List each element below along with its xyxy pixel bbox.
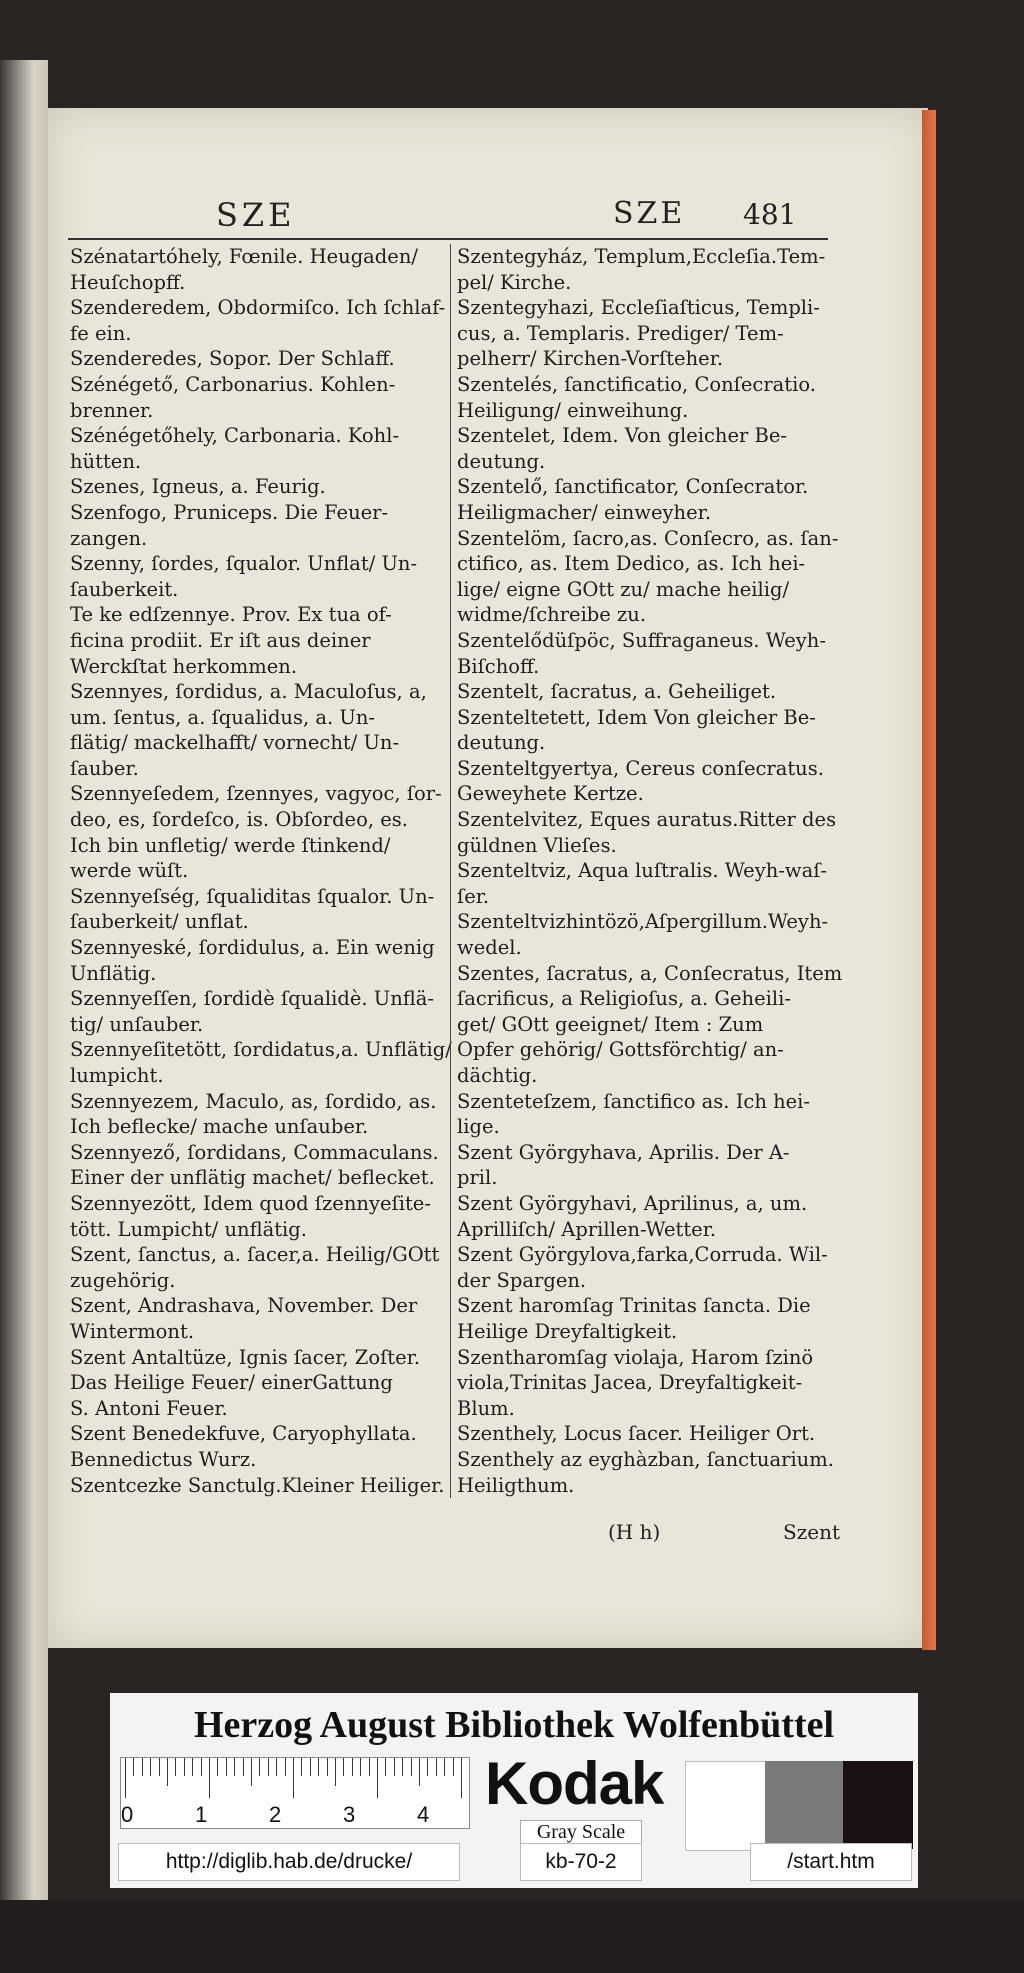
text-line: Szénégetőhely, Carbonaria. Kohl-: [70, 424, 400, 448]
text-line: Szennyeſedem, ſzennyes, vagyoc, ſor-: [70, 782, 442, 806]
url-middle: kb-70-2: [520, 1843, 642, 1881]
text-line: widme/ſchreibe zu.: [457, 603, 647, 627]
ruler-tick: [276, 1758, 277, 1776]
text-line: Szenny, ſordes, ſqualor. Unflat/ Un-: [70, 552, 418, 576]
ruler-tick: [226, 1758, 227, 1776]
ruler-tick: [394, 1758, 395, 1776]
text-line: Szenthely az eyghàzban, ſanctuarium.: [457, 1447, 834, 1471]
text-line: Szenteltviz, Aqua luſtralis. Weyh-waſ-: [457, 859, 828, 883]
ruler-tick: [369, 1758, 370, 1776]
text-line: Heilige Dreyfaltigkeit.: [457, 1319, 678, 1343]
text-line: Szenteltvizhintözö,Aſpergillum.Weyh-: [457, 910, 829, 934]
ruler-tick: [201, 1758, 202, 1776]
text-line: Szennyezött, Idem quod ſzennyeſite-: [70, 1191, 431, 1215]
adjacent-page-edge: [0, 60, 48, 1920]
background-shadow: [0, 1900, 1024, 1973]
text-line: Szennyező, ſordidans, Commaculans.: [70, 1140, 439, 1164]
kodak-logo: Kodak: [485, 1750, 664, 1817]
text-line: Blum.: [457, 1396, 515, 1420]
library-title: Herzog August Bibliothek Wolfenbüttel: [193, 1704, 835, 1746]
ruler-number: 1: [195, 1802, 208, 1827]
text-line: tött. Lumpicht/ unflätig.: [70, 1217, 307, 1241]
text-line: ſauberkeit/ unflat.: [70, 910, 249, 934]
ruler-number: 3: [343, 1802, 356, 1827]
ruler-tick: [352, 1758, 353, 1776]
ruler-tick: [427, 1758, 428, 1776]
text-line: lumpicht.: [70, 1064, 164, 1087]
header-rule: [68, 238, 828, 240]
signature-mark: (H h): [608, 1520, 661, 1544]
text-line: Szenteteſzem, ſanctifico as. Ich hei-: [457, 1089, 810, 1113]
ruler-tick: [444, 1758, 445, 1776]
header-right: SZE: [613, 196, 686, 231]
text-line: zangen.: [70, 526, 148, 550]
text-line: lige/ eigne GOtt zu/ mache heilig/: [457, 577, 790, 601]
ruler-tick: [335, 1758, 336, 1786]
ruler-tick: [159, 1758, 160, 1776]
text-line: deo, es, ſordeſco, is. Obſordeo, es.: [70, 808, 408, 832]
ruler-tick: [343, 1758, 344, 1776]
text-line: Szent Györgyhava, Aprilis. Der A-: [457, 1140, 790, 1164]
text-line: lige.: [457, 1115, 500, 1139]
text-line: Te ke edſzennye. Prov. Ex tua of-: [70, 603, 392, 627]
ruler-tick: [285, 1758, 286, 1776]
text-line: Szennyeské, ſordidulus, a. Ein wenig: [70, 936, 435, 960]
ruler-tick: [402, 1758, 403, 1776]
text-line: Szennyes, ſordidus, a. Maculoſus, a,: [70, 680, 427, 704]
text-line: Szenderedes, Sopor. Der Schlaff.: [70, 347, 395, 371]
text-line: cus, a. Templaris. Prediger/ Tem-: [457, 321, 784, 345]
text-line: Szenthely, Locus ſacer. Heiliger Ort.: [457, 1422, 816, 1446]
text-line: Szenes, Igneus, a. Feurig.: [70, 475, 326, 499]
text-line: ſacrificus, a Religioſus, a. Geheili-: [457, 987, 791, 1011]
ruler-tick: [184, 1758, 185, 1776]
text-line: ctifico, as. Item Dedico, as. Ich hei-: [457, 552, 806, 576]
text-line: Heiligmacher/ einweyher.: [457, 500, 712, 524]
text-line: der Spargen.: [457, 1268, 587, 1292]
text-line: Szent haromſag Trinitas ſancta. Die: [457, 1294, 811, 1318]
text-line: Szennyezem, Maculo, as, ſordido, as.: [70, 1089, 437, 1113]
catchword: Szent: [783, 1520, 840, 1544]
ruler-tick: [301, 1758, 302, 1776]
text-line: Heiligthum.: [457, 1473, 575, 1497]
text-line: Szentegyhazi, Eccleſiaſticus, Templi-: [457, 296, 820, 320]
text-line: Szentelődüſpöc, Suffraganeus. Weyh-: [457, 628, 826, 652]
text-line: Szennyeſség, ſqualiditas ſqualor. Un-: [70, 884, 435, 908]
text-line: Einer der unflätig machet/ beflecket.: [70, 1166, 435, 1190]
text-line: Szent, ſanctus, a. ſacer,a. Heilig/GOtt: [70, 1243, 440, 1267]
ruler-tick: [209, 1758, 210, 1798]
text-line: pel/ Kirche.: [457, 270, 572, 294]
text-line: Aprilliſch/ Aprillen-Wetter.: [457, 1217, 717, 1241]
text-line: Ich beflecke/ mache unſauber.: [70, 1115, 369, 1139]
text-line: fe ein.: [70, 321, 132, 345]
ruler-tick: [377, 1758, 378, 1798]
text-line: ſer.: [457, 884, 490, 908]
ruler-tick: [133, 1758, 134, 1776]
text-line: get/ GOtt geeignet/ Item : Zum: [457, 1012, 764, 1036]
ruler-tick: [259, 1758, 260, 1776]
ruler-tick: [243, 1758, 244, 1776]
running-header: [48, 196, 928, 236]
text-line: güldnen Vlieſes.: [457, 833, 617, 857]
text-line: Szenteltgyertya, Cereus conſecratus.: [457, 756, 824, 780]
left-column: [70, 244, 470, 1498]
ruler-tick: [142, 1758, 143, 1776]
white-swatch: [685, 1761, 767, 1851]
text-line: Szentcezke Sanctulg.Kleiner Heiliger.: [70, 1473, 445, 1497]
book-page: [48, 108, 928, 1648]
text-line: dächtig.: [457, 1064, 538, 1087]
text-line: Biſchoff.: [457, 654, 540, 678]
text-line: Szent, Andrashava, November. Der: [70, 1294, 418, 1318]
text-line: Szennyeſſen, ſordidè ſqualidè. Unflä-: [70, 987, 434, 1011]
ruler-tick: [251, 1758, 252, 1786]
url-left: http://diglib.hab.de/drucke/: [118, 1843, 460, 1881]
gray-swatch: [765, 1761, 843, 1849]
text-line: deutung.: [457, 731, 546, 755]
ruler-tick: [436, 1758, 437, 1776]
text-line: Szenderedem, Obdormiſco. Ich ſchlaf-: [70, 296, 446, 320]
ruler-tick: [234, 1758, 235, 1776]
text-line: Szent Antaltüze, Ignis ſacer, Zoſter.: [70, 1345, 421, 1369]
ruler-tick: [310, 1758, 311, 1776]
text-line: Szentelöm, ſacro,as. Conſecro, as. ſan-: [457, 526, 839, 550]
text-line: Szenteltetett, Idem Von gleicher Be-: [457, 705, 816, 729]
ruler-number: 0: [121, 1802, 134, 1827]
ruler-tick: [293, 1758, 294, 1798]
text-line: ficina prodiit. Er iſt aus deiner: [70, 628, 371, 652]
text-line: Szénégető, Carbonarius. Kohlen-: [70, 372, 396, 396]
ruler-tick: [150, 1758, 151, 1776]
ruler-tick: [167, 1758, 168, 1786]
text-line: Szentes, ſacratus, a, Conſecratus, Item: [457, 961, 843, 985]
right-column: [450, 244, 857, 1498]
ruler-tick: [461, 1758, 462, 1798]
text-line: Opfer gehörig/ Gottsförchtig/ an-: [457, 1038, 784, 1062]
text-line: hütten.: [70, 449, 142, 473]
text-line: tig/ unſauber.: [70, 1012, 204, 1036]
black-swatch: [843, 1761, 913, 1849]
text-line: Szénatartóhely, Fœnile. Heugaden/: [70, 245, 418, 268]
text-line: Szentelvitez, Eques auratus.Ritter des: [457, 808, 837, 832]
text-line: pelherr/ Kirchen-Vorſteher.: [457, 347, 724, 371]
text-line: Szennyeſitetött, ſordidatus,a. Unflätig/: [70, 1038, 452, 1062]
text-line: Werckſtat herkommen.: [70, 654, 298, 678]
text-line: Szenfogo, Pruniceps. Die Feuer-: [70, 500, 389, 524]
ruler-tick: [327, 1758, 328, 1776]
ruler-tick: [453, 1758, 454, 1776]
text-line: Szent Györgylova,farka,Corruda. Wil-: [457, 1243, 828, 1267]
ruler-scale: [120, 1757, 470, 1829]
gray-scale-label: Gray Scale: [520, 1820, 642, 1845]
text-line: Bennedictus Wurz.: [70, 1447, 257, 1471]
ruler-tick: [411, 1758, 412, 1776]
text-line: wedel.: [457, 936, 522, 960]
ruler-number: 4: [417, 1802, 430, 1827]
text-line: zugehörig.: [70, 1268, 176, 1292]
text-line: Unflätig.: [70, 961, 157, 985]
text-line: Ich bin unfletig/ werde ſtinkend/: [70, 833, 391, 857]
text-line: flätig/ mackelhafft/ vornecht/ Un-: [70, 731, 400, 755]
text-line: Szent Györgyhavi, Aprilinus, a, um.: [457, 1191, 808, 1215]
text-line: pril.: [457, 1166, 498, 1190]
text-line: Szentelet, Idem. Von gleicher Be-: [457, 424, 788, 448]
text-line: Szent Benedekfuve, Caryophyllata.: [70, 1422, 417, 1446]
ruler-tick: [360, 1758, 361, 1776]
ruler-tick: [419, 1758, 420, 1786]
url-right: /start.htm: [750, 1843, 912, 1881]
ruler-tick: [385, 1758, 386, 1776]
text-line: brenner.: [70, 398, 154, 422]
text-line: Szentelés, ſanctificatio, Conſecratio.: [457, 372, 816, 396]
text-line: S. Antoni Feuer.: [70, 1396, 228, 1420]
ruler-number: 2: [269, 1802, 282, 1827]
page-red-edge: [922, 110, 936, 1650]
text-line: um. ſentus, a. ſqualidus, a. Un-: [70, 705, 375, 729]
ruler-tick: [217, 1758, 218, 1776]
text-line: werde wüſt.: [70, 859, 189, 883]
text-line: Heiligung/ einweihung.: [457, 398, 689, 422]
text-line: Szentegyház, Templum,Eccleſia.Tem-: [457, 245, 826, 268]
text-line: Szentharomſag violaja, Harom ſzinö: [457, 1345, 814, 1369]
ruler-tick: [318, 1758, 319, 1776]
text-line: Szentelő, ſanctificator, Conſecrator.: [457, 475, 809, 499]
ruler-tick: [175, 1758, 176, 1776]
text-line: viola,Trinitas Jacea, Dreyfaltigkeit-: [457, 1371, 803, 1395]
color-calibration-card: [110, 1693, 918, 1888]
text-line: Wintermont.: [70, 1319, 195, 1343]
text-line: deutung.: [457, 449, 546, 473]
ruler-tick: [125, 1758, 126, 1798]
ruler-tick: [268, 1758, 269, 1776]
text-line: ſauberkeit.: [70, 577, 179, 601]
text-line: Heuſchopff.: [70, 270, 186, 294]
ruler-tick: [192, 1758, 193, 1776]
text-line: Das Heilige Feuer/ einerGattung: [70, 1371, 393, 1395]
text-line: Geweyhete Kertze.: [457, 782, 644, 806]
page-number: 481: [743, 198, 797, 231]
text-line: Szentelt, ſacratus, a. Geheiliget.: [457, 680, 777, 704]
text-line: ſauber.: [70, 756, 139, 780]
header-left: SZE: [216, 196, 296, 234]
